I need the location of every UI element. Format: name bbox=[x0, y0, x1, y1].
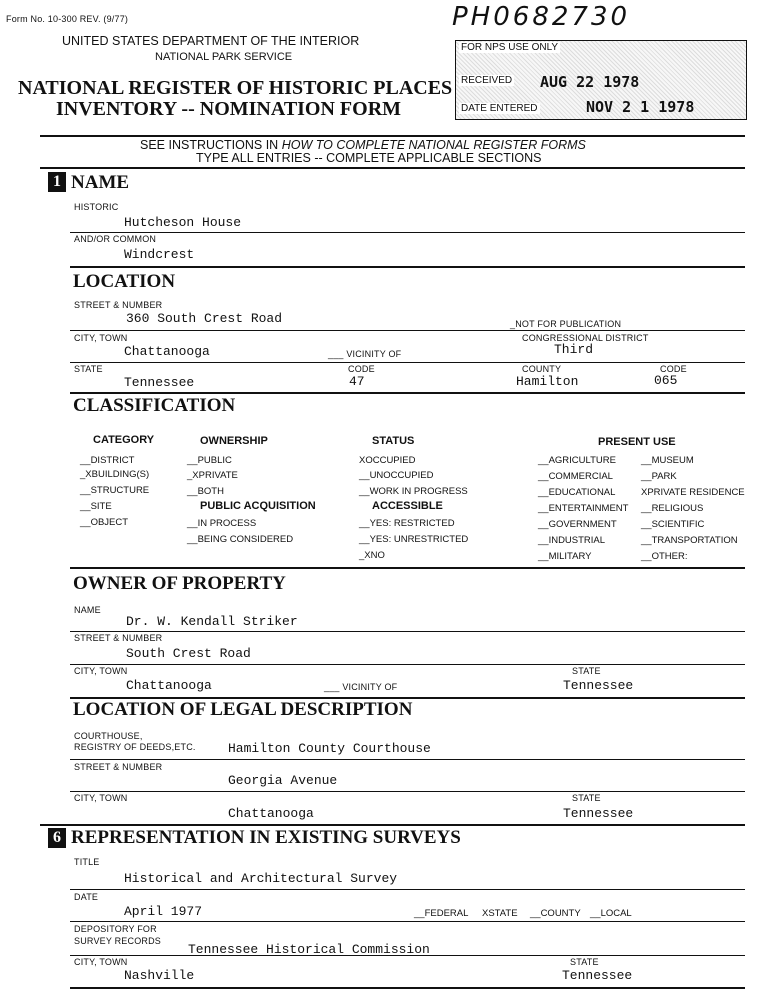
present-use-item: __RELIGIOUS bbox=[641, 503, 704, 514]
owner-street-value: South Crest Road bbox=[126, 646, 251, 661]
county-label: COUNTY bbox=[522, 364, 562, 374]
section-title-legal-description: LOCATION OF LEGAL DESCRIPTION bbox=[73, 699, 413, 720]
survey-title-label: TITLE bbox=[74, 857, 100, 867]
congressional-district-value: Third bbox=[554, 342, 594, 357]
instructions-line2: TYPE ALL ENTRIES -- COMPLETE APPLICABLE SECTIONS bbox=[196, 151, 542, 165]
survey-state-label: STATE bbox=[570, 957, 599, 967]
owner-city-value: Chattanooga bbox=[126, 678, 212, 693]
divider bbox=[70, 266, 745, 268]
ownership-item: _XPRIVATE bbox=[187, 470, 238, 481]
field-line bbox=[70, 362, 745, 363]
county-value: Hamilton bbox=[516, 374, 579, 389]
field-line bbox=[70, 791, 745, 792]
present-use-item: __EDUCATIONAL bbox=[538, 487, 616, 498]
handwritten-id: PH0682730 bbox=[452, 2, 631, 32]
accessible-item: _XNO bbox=[359, 550, 385, 561]
survey-state: XSTATE bbox=[482, 908, 518, 919]
department-name: UNITED STATES DEPARTMENT OF THE INTERIOR bbox=[62, 34, 360, 48]
field-line bbox=[70, 631, 745, 632]
divider bbox=[40, 167, 745, 169]
common-name-label: AND/OR COMMON bbox=[74, 234, 157, 244]
city-town-label: CITY, TOWN bbox=[74, 333, 128, 343]
survey-title-value: Historical and Architectural Survey bbox=[124, 871, 398, 886]
date-entered-label: DATE ENTERED bbox=[461, 103, 538, 114]
legal-street-value: Georgia Avenue bbox=[228, 773, 338, 788]
form-number: Form No. 10-300 REV. (9/77) bbox=[6, 14, 129, 24]
field-line bbox=[70, 921, 745, 922]
instructions-line1: SEE INSTRUCTIONS IN HOW TO COMPLETE NATIONAL REGISTER FORMS bbox=[140, 138, 586, 152]
service-name: NATIONAL PARK SERVICE bbox=[155, 51, 293, 63]
section-title-classification: CLASSIFICATION bbox=[73, 395, 236, 416]
registry-label: REGISTRY OF DEEDS,ETC. bbox=[74, 742, 196, 752]
section-title-surveys: REPRESENTATION IN EXISTING SURVEYS bbox=[71, 827, 461, 848]
field-line bbox=[70, 664, 745, 665]
present-use-item: __MUSEUM bbox=[641, 455, 694, 466]
survey-date-label: DATE bbox=[74, 892, 99, 902]
status-item: __UNOCCUPIED bbox=[359, 470, 434, 481]
depository-value: Tennessee Historical Commission bbox=[188, 942, 430, 957]
present-use-item: XPRIVATE RESIDENCE bbox=[641, 487, 745, 498]
present-use-item: __GOVERNMENT bbox=[538, 519, 617, 530]
survey-city-label: CITY, TOWN bbox=[74, 957, 128, 967]
acquisition-item: __BEING CONSIDERED bbox=[187, 534, 294, 545]
section-number-1: 1 bbox=[48, 172, 66, 192]
survey-county: __COUNTY bbox=[530, 908, 581, 919]
ownership-heading: OWNERSHIP bbox=[200, 435, 268, 447]
not-for-publication: _NOT FOR PUBLICATION bbox=[510, 319, 622, 329]
status-heading: STATUS bbox=[372, 435, 415, 447]
status-item: __WORK IN PROGRESS bbox=[359, 486, 468, 497]
field-line bbox=[70, 889, 745, 890]
courthouse-value: Hamilton County Courthouse bbox=[228, 741, 431, 756]
legal-city-value: Chattanooga bbox=[228, 806, 314, 821]
date-entered-stamp: NOV 2 1 1978 bbox=[586, 98, 695, 116]
street-number-label: STREET & NUMBER bbox=[74, 300, 163, 310]
form-title-line2: INVENTORY -- NOMINATION FORM bbox=[56, 98, 402, 120]
historic-name-value: Hutcheson House bbox=[124, 215, 242, 230]
received-stamp: AUG 22 1978 bbox=[540, 73, 640, 91]
category-heading: CATEGORY bbox=[93, 434, 155, 446]
category-item: __STRUCTURE bbox=[80, 485, 150, 496]
congressional-district-label: CONGRESSIONAL DISTRICT bbox=[522, 333, 649, 343]
state-code-value: 47 bbox=[349, 374, 365, 389]
field-line bbox=[70, 330, 745, 331]
historic-label: HISTORIC bbox=[74, 202, 119, 212]
accessible-item: __YES: RESTRICTED bbox=[359, 518, 455, 529]
category-item: _XBUILDING(S) bbox=[80, 469, 150, 480]
present-use-item: __ENTERTAINMENT bbox=[538, 503, 629, 514]
section-title-name: NAME bbox=[71, 172, 130, 193]
state-code-label: CODE bbox=[348, 364, 375, 374]
divider bbox=[70, 987, 745, 989]
accessible-heading: ACCESSIBLE bbox=[372, 500, 443, 512]
present-use-item: __INDUSTRIAL bbox=[538, 535, 606, 546]
divider bbox=[70, 567, 745, 569]
legal-street-label: STREET & NUMBER bbox=[74, 762, 163, 772]
section-title-location: LOCATION bbox=[73, 271, 176, 292]
public-acquisition-heading: PUBLIC ACQUISITION bbox=[200, 500, 316, 512]
ownership-item: __BOTH bbox=[187, 486, 224, 497]
state-label: STATE bbox=[74, 364, 103, 374]
present-use-item: __PARK bbox=[641, 471, 677, 482]
received-label: RECEIVED bbox=[461, 75, 513, 86]
field-line bbox=[70, 759, 745, 760]
owner-street-label: STREET & NUMBER bbox=[74, 633, 163, 643]
city-town-value: Chattanooga bbox=[124, 344, 210, 359]
category-item: __SITE bbox=[80, 501, 112, 512]
section-title-owner: OWNER OF PROPERTY bbox=[73, 573, 286, 594]
legal-state-value: Tennessee bbox=[563, 806, 634, 821]
survey-records-label: SURVEY RECORDS bbox=[74, 936, 161, 946]
legal-state-label: STATE bbox=[572, 793, 601, 803]
vicinity-of: ___ VICINITY OF bbox=[328, 349, 402, 359]
ownership-item: __PUBLIC bbox=[187, 455, 232, 466]
divider bbox=[40, 824, 745, 826]
owner-state-label: STATE bbox=[572, 666, 601, 676]
form-title-line1: NATIONAL REGISTER OF HISTORIC PLACES bbox=[18, 77, 453, 99]
owner-city-label: CITY, TOWN bbox=[74, 666, 128, 676]
survey-federal: __FEDERAL bbox=[414, 908, 469, 919]
state-value: Tennessee bbox=[124, 375, 195, 390]
survey-date-value: April 1977 bbox=[124, 904, 203, 919]
field-line bbox=[70, 232, 745, 233]
survey-city-value: Nashville bbox=[124, 968, 195, 983]
category-item: __DISTRICT bbox=[80, 455, 135, 466]
category-item: __OBJECT bbox=[80, 517, 129, 528]
present-use-item: __SCIENTIFIC bbox=[641, 519, 705, 530]
county-code-label: CODE bbox=[660, 364, 687, 374]
nps-use-only-box bbox=[455, 40, 747, 120]
section-number-6: 6 bbox=[48, 828, 66, 848]
owner-vicinity-of: ___ VICINITY OF bbox=[324, 682, 398, 692]
nps-use-only-label: FOR NPS USE ONLY bbox=[461, 42, 559, 53]
owner-state-value: Tennessee bbox=[563, 678, 634, 693]
present-use-item: __TRANSPORTATION bbox=[641, 535, 738, 546]
survey-state-value: Tennessee bbox=[562, 968, 633, 983]
owner-name-value: Dr. W. Kendall Striker bbox=[126, 614, 298, 629]
accessible-item: __YES: UNRESTRICTED bbox=[359, 534, 469, 545]
common-name-value: Windcrest bbox=[124, 247, 195, 262]
divider bbox=[70, 392, 745, 394]
courthouse-label: COURTHOUSE, bbox=[74, 731, 143, 741]
status-item: XOCCUPIED bbox=[359, 455, 416, 466]
legal-city-label: CITY, TOWN bbox=[74, 793, 128, 803]
field-line bbox=[70, 955, 745, 956]
county-code-value: 065 bbox=[654, 373, 678, 388]
present-use-item: __MILITARY bbox=[538, 551, 592, 562]
divider bbox=[40, 135, 745, 137]
present-use-item: __OTHER: bbox=[641, 551, 688, 562]
present-use-heading: PRESENT USE bbox=[598, 436, 676, 448]
acquisition-item: __IN PROCESS bbox=[187, 518, 257, 529]
present-use-item: __COMMERCIAL bbox=[538, 471, 613, 482]
survey-local: __LOCAL bbox=[590, 908, 632, 919]
depository-label: DEPOSITORY FOR bbox=[74, 924, 157, 934]
street-number-value: 360 South Crest Road bbox=[126, 311, 283, 326]
present-use-item: __AGRICULTURE bbox=[538, 455, 616, 466]
owner-name-label: NAME bbox=[74, 605, 101, 615]
